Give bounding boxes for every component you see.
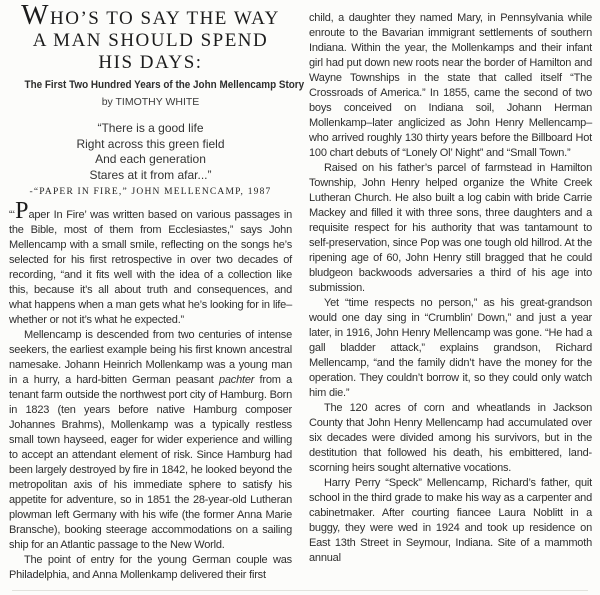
paragraph: The point of entry for the young German couple was Philadelphia, and Anna Mollenkamp delivered their first <box>9 554 292 581</box>
article-title <box>9 0 292 74</box>
dropcap-letter: P <box>15 198 29 224</box>
italic-term: pachter <box>218 374 255 386</box>
title-line-3: HIS DAYS: <box>98 52 203 73</box>
right-column <box>309 6 592 595</box>
left-column <box>9 0 305 595</box>
epigraph-line: Right across this green field <box>76 136 225 151</box>
paragraph-lead-text: aper In Fire’ was written based on various passages in the Bible, most of them from Ecclesiastes,” says John Mellencamp with a small smile, reflecting on the songs he’s selected for his first retrospective in over two decades of recording, “and it fits well with the idea of a collection like this, because it’s all about truth and consequences, and what happens when a man gets what he’s looking for in life–whether or not it’s what he expected.” <box>9 209 292 326</box>
article-header <box>9 0 305 108</box>
epigraph <box>9 121 292 197</box>
epigraph-line: Stares at it from afar...” <box>89 167 212 182</box>
article-byline: by TIMOTHY WHITE <box>101 96 200 108</box>
title-line-2: A MAN SHOULD SPEND <box>32 30 269 51</box>
epigraph-line: And each generation <box>95 152 206 166</box>
paragraph-continuation: child, a daughter they named Mary, in Pennsylvania while enroute to the Bavarian immigrant settlements of southern Indiana. Within the year, the Mollenkamps and their infant girl had put down new roots near the border of Hamilton and Wayne Townships in the state that called itself “The Crossroads of America.” In 1855, came the second of two boys conceived on Indiana soil, Johann Herman Mollenkamp–later anglicized as John Henry Mellencamp–who arrived roughly 130 thirty years before the Billboard Hot 100 chart debuts of “Lonely Ol’ Night” and “Small Town.” <box>309 12 592 159</box>
epigraph-line: “There is a good life <box>97 121 204 135</box>
paragraph <box>9 328 292 553</box>
opening-quotes: “‘ <box>9 209 16 221</box>
title-line-1-text: HO’S TO SAY THE WAY <box>50 8 280 29</box>
paragraph-lead <box>9 198 292 328</box>
page-bottom-edge <box>12 590 588 591</box>
paragraph-text: Mellencamp is descended from two centuries of intense seekers, the earliest example being his first known ancestral namesake. Johann Heinrich Mollenkamp was a young man in a hurry, a hard-bitten German peasant <box>9 329 292 386</box>
paragraph-text: from a tenant farm outside the northwest port city of Hamburg. Born in 1823 (ten years before native Hamburg composer Johannes Brahms), Mollenkamp was a typically restless small town hayseed, eager for wider experience and willing to accept an attendant element of risk. Since Hamburg had been largely destroyed by fire in 1842, he looked beyond the metropolitan axis of his immediate sphere to satisfy his appetite for adventure, so in 1851 the 28-year-old Lutheran plowman left Germany with his wife (the former Anna Marie Bransche), booking steerage accommodations on a sailing ship for an Atlantic passage to the New World. <box>9 374 292 551</box>
epigraph-attribution: -“PAPER IN FIRE,” JOHN MELLENCAMP, 1987 <box>29 187 272 197</box>
title-line-1 <box>9 0 292 31</box>
paragraph: Raised on his father’s parcel of farmstead in Hamilton Township, John Henry helped organize the White Creek Lutheran Church. He also built a log cabin with bride Carrie Mackey and filled it with three sons, three daughters and a requisite respect for his authority that was tantamount to self-preservation, since Pop was one tough old hillrod. At the ripening age of 60, John Henry still bragged that he could bludgeon backwoods adversaries a third of his age into submission. <box>309 162 592 294</box>
article-subtitle-text: The First Two Hundred Years of the John Mellencamp Story <box>24 79 305 91</box>
paragraph: The 120 acres of corn and wheatlands in Jackson County that John Henry Mellencamp had accumulated over six decades were divided among his survivors, but in the destitution that followed his death, his embittered, land-scorning heirs sought alternative vocations. <box>309 402 592 474</box>
title-initial-letter: W <box>21 0 51 31</box>
article-subtitle <box>9 79 305 92</box>
paragraph: Harry Perry “Speck” Mellencamp, Richard’s father, quit school in the third grade to make his way as a carpenter and cabinetmaker. After courting fiancee Laura Noblitt in a buggy, they were wed in 1924 and took up residence on East 13th Street in Seymour, Indiana. Site of a mammoth annual <box>309 477 592 564</box>
left-column-body <box>9 198 292 583</box>
paragraph: Yet “time respects no person,” as his great-grandson would one day sing in “Crumblin’ Down,” and just a year later, in 1916, John Henry Mellencamp was gone. “He had a gall bladder attack,” explains grandson, Richard Mellencamp, “and the family didn’t have the money for the operation. They couldn’t borrow it, so they could only watch him die.” <box>309 297 592 399</box>
